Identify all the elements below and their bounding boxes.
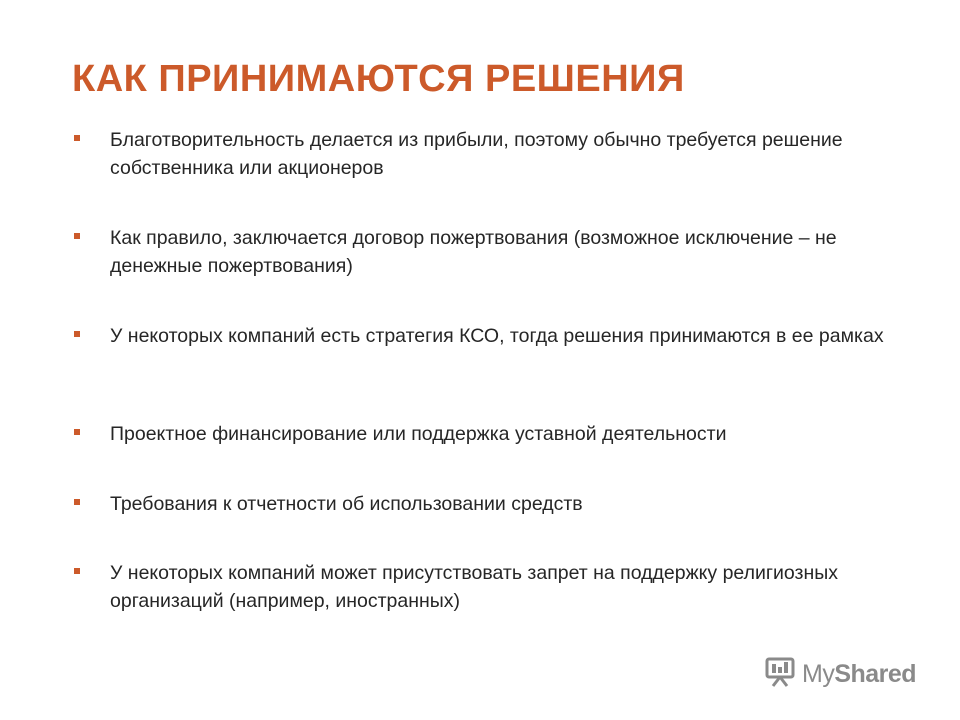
bullet-text: Требования к отчетности об использовании средств [110, 493, 583, 515]
square-bullet-icon [74, 429, 80, 435]
bullet-text: У некоторых компаний есть стратегия КСО, тогда решения принимаются в ее рамках [110, 325, 884, 347]
square-bullet-icon [74, 331, 80, 337]
square-bullet-icon [74, 568, 80, 574]
watermark-brand-shared: Shared [834, 659, 917, 688]
presentation-board-icon [764, 657, 796, 692]
watermark-label [802, 660, 916, 689]
square-bullet-icon [74, 499, 80, 505]
bullet-text: У некоторых компаний может присутствовать запрет на поддержку религиозных организаций (например, иностранных) [110, 562, 838, 612]
bullet-text: Благотворительность делается из прибыли, поэтому обычно требуется решение собственника или акционеров [110, 129, 843, 179]
bullet-text: Как правило, заключается договор пожертвования (возможное исключение – не денежные пожертвования) [110, 227, 837, 277]
square-bullet-icon [74, 233, 80, 239]
square-bullet-icon [74, 135, 80, 141]
slide-title: КАК ПРИНИМАЮТСЯ РЕШЕНИЯ [72, 58, 685, 100]
myshared-watermark[interactable] [764, 656, 916, 692]
bullet-text: Проектное финансирование или поддержка уставной деятельности [110, 423, 727, 445]
watermark-brand-my: My [802, 659, 835, 688]
